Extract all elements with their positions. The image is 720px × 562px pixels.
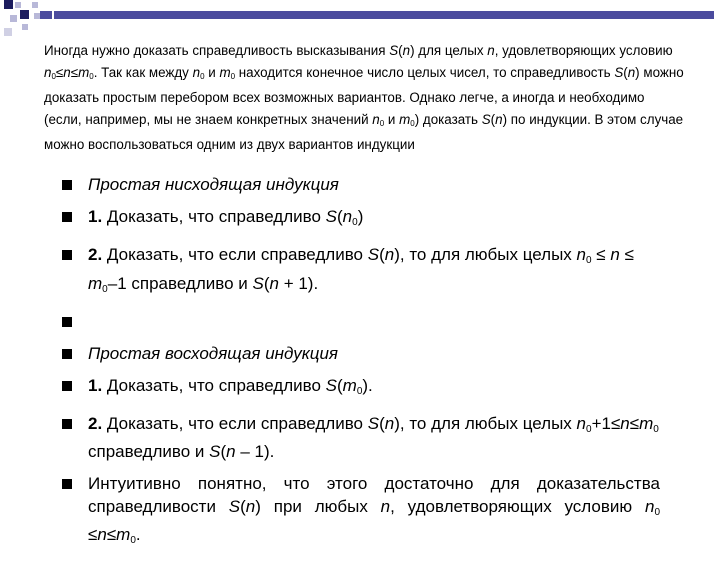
list-item-descending-heading: Простая нисходящая индукция [62,174,660,197]
decorative-header-squares [0,0,720,40]
square-bullet-icon [62,419,72,429]
square-bullet-icon [62,479,72,489]
square-bullet-icon [62,317,72,327]
square-bullet-icon [62,180,72,190]
list-item-ascending-step1: 1. Доказать, что справедливо $S(m_0)$. [62,375,660,404]
square-bullet-icon [62,349,72,359]
square-bullet-icon [62,381,72,391]
list-item-descending-step1: 1. Доказать, что справедливо $S(n_0)$ [62,206,660,235]
list-item-conclusion: Интуитивно понятно, что этого достаточно для доказательства справедливости S(n) при любых n, удовлетворяющих условию $n_0 \le n\le m_0$. [62,473,660,553]
list-item-ascending-step2: 2. Доказать, что если справедливо S(n), то для любых целых $n_0+1\le n\le m_0$ справедливо и S(n – 1). [62,413,660,464]
list-item-ascending-heading: Простая восходящая индукция [62,343,660,366]
list-item-empty [62,311,660,334]
induction-list [62,174,660,562]
intro-paragraph: Иногда нужно доказать справедливость высказывания S(n) для целых n, удовлетворяющих условию $n_0\le n\le m_0$. Так как между $n_0$ и $m_0$ находится конечное число целых чисел, то справедливость S(n) можно доказать простым перебором всех возможных вариантов. Однако легче, а иногда и необходимо (если, например, мы не знаем конкретных значений $n_0$ и $m_0$) доказать S(n) по индукции. В этом случае можно воспользоваться одним из двух вариантов индукции [44,43,684,152]
square-bullet-icon [62,250,72,260]
square-bullet-icon [62,212,72,222]
list-item-descending-step2: 2. Доказать, что если справедливо S(n), то для любых целых $n_0 \le n \le m_0-1$ справедливо и S(n + 1). [62,244,660,301]
